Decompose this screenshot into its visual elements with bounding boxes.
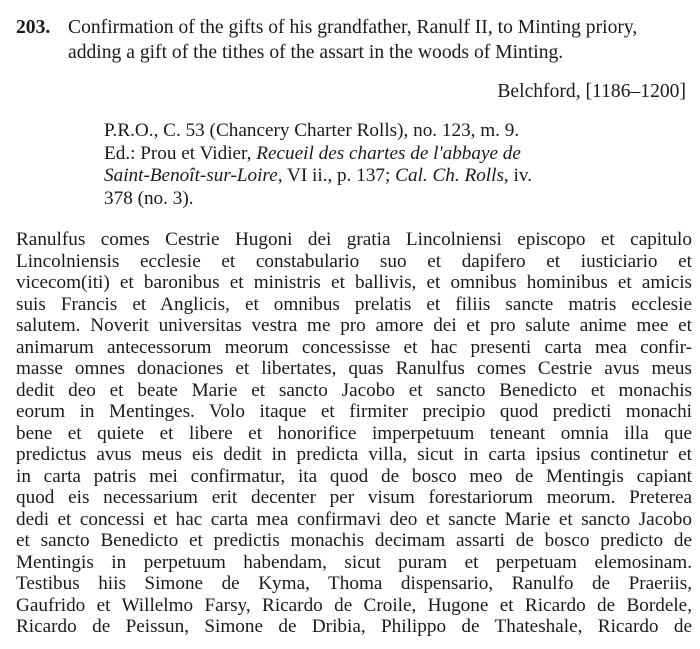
entry-title <box>68 15 692 65</box>
source-line <box>104 143 694 166</box>
entry-heading <box>16 15 692 65</box>
charter-line: suis Francis et Anglicis, et omnibus prelatis et filiis sancte matris ecclesie <box>16 293 692 315</box>
charter-line: dedit deo et beate Marie et sancto Jacobo et sancto Benedicto et monachis <box>16 379 692 401</box>
edition-title-cont: Saint-Benoît-sur-Loire <box>104 165 278 186</box>
source-line: 378 (no. 3). <box>104 187 194 209</box>
source-citation <box>104 120 694 210</box>
charter-line: salutem. Noverit universitas vestra me pro amore dei et pro salute anime mee et <box>16 315 692 336</box>
charter-line: quod eis necessarium erit decenter per visum forestariorum meorum. Preterea <box>16 487 692 508</box>
entry-number: 203. <box>16 17 51 38</box>
charter-line: Ranulfus comes Cestrie Hugoni dei gratia Lincolniensi episcopo et capitulo <box>16 229 692 250</box>
calendar-title: Cal. Ch. Rolls <box>395 165 504 186</box>
charter-line: vicecom(iti) et baronibus et ministris et ballivis, et omnibus hominibus et amicis <box>16 272 692 293</box>
edition-volume: , VI ii., p. 137; <box>277 165 396 186</box>
charter-line: dedi et concessi et hac carta mea confirmavi deo et sancte Marie et sancto Jacobo <box>16 508 692 530</box>
source-line: P.R.O., C. 53 (Chancery Charter Rolls), no. 123, m. 9. <box>104 120 520 141</box>
charter-line: Ricardo de Peissun, Simone de Dribia, Philippo de Thateshale, Ricardo de <box>16 616 692 637</box>
charter-line: Gaufrido et Willelmo Farsy, Ricardo de Croile, Hugone et Ricardo de Bordele, <box>16 594 692 616</box>
place-date: Belchford, [1186–1200] <box>497 81 686 102</box>
calendar-volume: , iv. <box>503 165 532 186</box>
source-line <box>104 165 694 188</box>
charter-line: predictus avus meus eis dedit in predicta villa, sicut in carta ipsius continetur et <box>16 444 692 465</box>
entry-title-line: Confirmation of the gifts of his grandfather, Ranulf II, to Minting priory, <box>68 17 638 38</box>
charter-text <box>16 229 692 638</box>
charter-line: masse omnes donaciones et libertates, quas Ranulfus comes Cestrie avus meus <box>16 358 692 379</box>
charter-line: Testibus hiis Simone de Kyma, Thoma dispensario, Ranulfo de Praeriis, <box>16 573 692 594</box>
charter-line: bene et quiete et libere et honorifice imperpetuum teneant omnia illa que <box>16 422 692 444</box>
charter-line: in carta patris mei confirmatur, ita quod de bosco meo de Mentingis capiant <box>16 465 692 487</box>
charter-line: Mentingis in perpetuum habendam, sicut puram et perpetuam elemosinam. <box>16 551 692 573</box>
charter-line: et sancto Benedicto et predictis monachis decimam assarti de bosco predicto de <box>16 530 692 551</box>
edition-title: Recueil des chartes de l'abbaye de <box>256 142 521 164</box>
edition-label: Ed.: Prou et Vidier, <box>104 142 257 164</box>
entry-title-line: adding a gift of the tithes of the assart in the woods of Minting. <box>68 42 564 63</box>
charter-line: animarum antecessorum meorum concessisse et hac presenti carta mea confir- <box>16 336 692 358</box>
charter-line: Lincolniensis ecclesie et constabulario suo et dapifero et iusticiario et <box>16 250 692 272</box>
charter-line: eorum in Mentinges. Volo itaque et firmiter precipio quod predicti monachi <box>16 401 692 422</box>
